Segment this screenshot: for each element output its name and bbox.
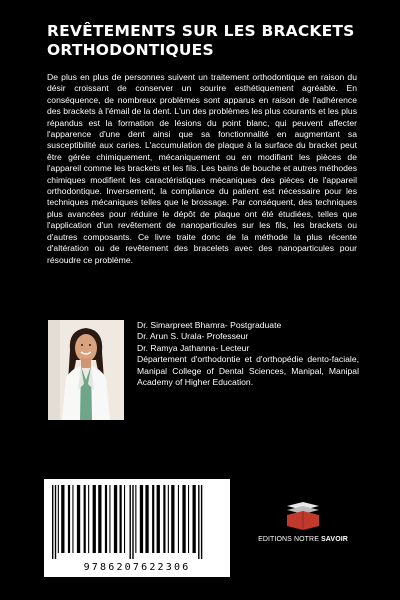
barcode-bar [77, 485, 80, 553]
author-info [137, 320, 359, 388]
barcode-bar [55, 485, 56, 559]
barcode-bar [157, 485, 160, 553]
author-name: Dr. Simarpreet Bhamra- Postgraduate [137, 320, 282, 330]
barcode-bar [140, 485, 143, 553]
isbn-barcode [44, 479, 230, 577]
barcode-bar [52, 485, 53, 559]
barcode-bar [135, 485, 136, 553]
barcode-bar [152, 485, 154, 553]
barcode-bar [114, 485, 117, 553]
barcode-bar [201, 485, 202, 559]
publisher-name-bold: SAVOIR [321, 536, 348, 543]
barcode-bar [68, 485, 70, 553]
barcode-bar [88, 485, 89, 553]
barcode-bar [124, 485, 125, 553]
author-name: Dr. Ramya Jathanna- Lecteur [137, 342, 250, 353]
barcode-bar [109, 485, 110, 553]
publisher-logo [258, 498, 348, 552]
barcode-bar [105, 485, 107, 553]
barcode-bar [93, 485, 96, 553]
publisher-name [258, 536, 348, 543]
barcode-bar [61, 485, 64, 553]
barcode-bar [193, 485, 196, 553]
author-photo [48, 320, 124, 420]
barcode-bar [120, 485, 122, 553]
barcode-bar [188, 485, 189, 553]
barcode-bar [182, 485, 185, 553]
book-title: REVÊTEMENTS SUR LES BRACKETS ORTHODONTIQUES [47, 22, 355, 59]
barcode-bar [72, 485, 73, 553]
barcode-bar [171, 485, 174, 553]
book-stack-icon [283, 498, 323, 532]
barcode-bar [98, 485, 101, 553]
barcode-bar [145, 485, 148, 553]
author-portrait-illustration [48, 320, 124, 420]
barcode-bar [163, 485, 165, 553]
author-name: Dr. Arun S. Urala- Professeur [137, 331, 249, 342]
isbn-number: 9786207622306 [83, 562, 191, 573]
publisher-name-middle: NOTRE [293, 536, 319, 543]
barcode-bars [44, 479, 230, 559]
barcode-bar [58, 485, 59, 553]
barcode-bar [168, 485, 169, 553]
barcode-bar [130, 485, 131, 559]
book-description: De plus en plus de personnes suivent un traitement orthodontique en raison du désir croissant de conserver un sourire esthétiquement agréable. En conséquence, de nombreux problèmes sont apparus en raison de l'adhérence des brackets à l'émail de la dent. L'un des problèmes les plus courants et les plus répandus est la formation de lésions du point blanc, qui peuvent affecter l'apparence d'une dent ainsi que sa fonctionnalité en augmentant sa susceptibilité aux caries. L'accumulation de plaque à la surface du bracket peut être gérée chimiquement, mécaniquement ou en modifiant les pièces de l'appareil comme les brackets et les fils. Les bains de bouche et autres méthodes chimiques modifient les caractéristiques mécaniques des pièces de l'appareil orthodontique. Inversement, la compliance du patient est nécessaire pour les techniques mécaniques telles que le brossage. Par conséquent, des techniques plus avancées pour réduire le dépôt de plaque ont été étudiées, telles que l'application d'un revêtement de nanoparticules sur les fils, les brackets ou d'autres composants. Ce livre traite donc de la méthode la plus récente d'altération ou de revêtement des bracelets avec des nanoparticules pour résoudre ce problème. [47, 72, 357, 265]
barcode-bar [84, 485, 86, 553]
publisher-name-prefix: EDITIONS [258, 536, 292, 543]
barcode-bar [198, 485, 199, 559]
barcode-bar [132, 485, 133, 559]
barcode-bar [178, 485, 179, 553]
author-affiliation: Département d'orthodontie et d'orthopédie dento-faciale, Manipal College of Dental Sciences, Manipal, Manipal Academy of Higher Education. [137, 354, 359, 388]
